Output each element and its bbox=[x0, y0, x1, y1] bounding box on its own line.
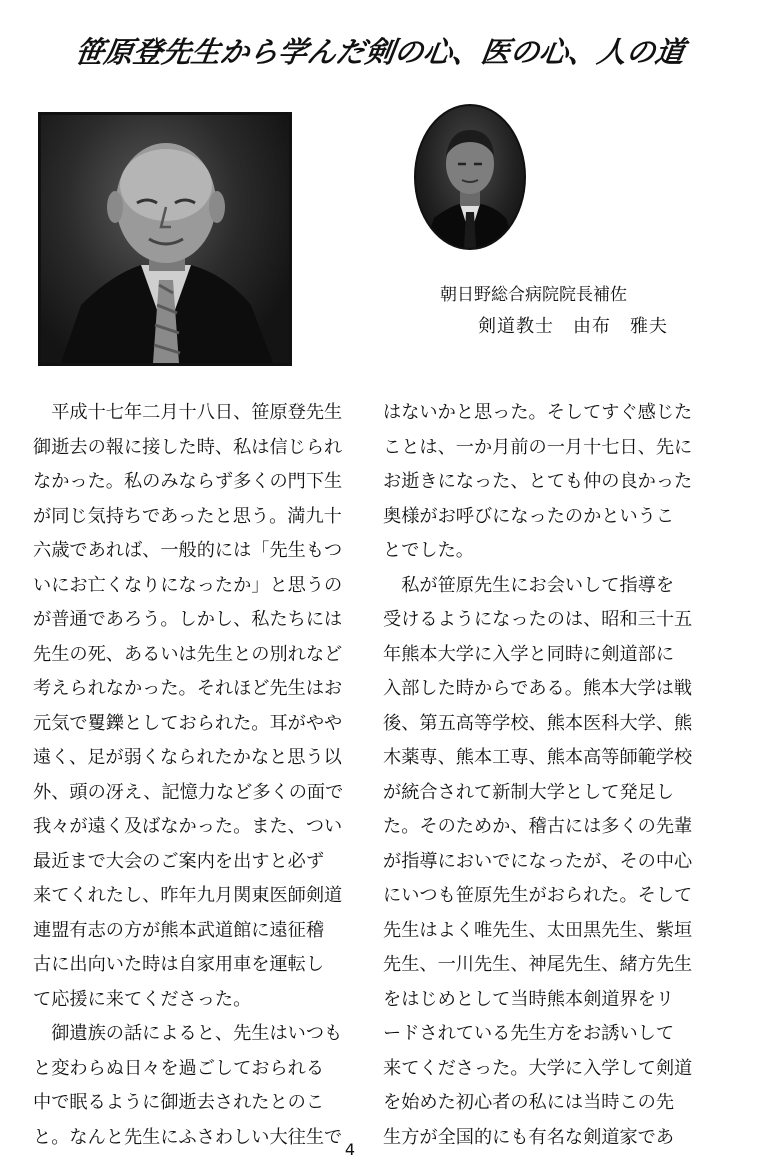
text-line: お逝きになった、とても仲の良かった bbox=[383, 471, 693, 492]
text-line: た。そのためか、稽古には多くの先輩 bbox=[383, 816, 693, 837]
author-figure bbox=[416, 106, 524, 248]
text-line: 奥様がお呼びになったのかというこ bbox=[383, 505, 675, 527]
text-line: が同じ気持ちであったと思う。満九十 bbox=[33, 505, 342, 527]
author-affiliation: 朝日野総合病院院長補佐 bbox=[440, 285, 627, 305]
author-name: 剣道教士 由布 雅夫 bbox=[478, 316, 668, 337]
text-line: はないかと思った。そしてすぐ感じた bbox=[383, 402, 693, 423]
text-line: が統合されて新制大学として発足し bbox=[383, 781, 675, 803]
text-line: 年熊本大学に入学と同時に剣道部に bbox=[383, 643, 675, 665]
text-line: 連盟有志の方が熊本武道館に遠征稽 bbox=[33, 919, 325, 941]
text-line: 生方が全国的にも有名な剣道家であ bbox=[383, 1126, 675, 1148]
body-column-left bbox=[33, 396, 344, 1155]
text-line: 入部した時からである。熊本大学は戦 bbox=[383, 678, 693, 699]
text-line: 木薬専、熊本工専、熊本高等師範学校 bbox=[383, 747, 693, 768]
text-line: 先生の死、あるいは先生との別れなど bbox=[33, 643, 343, 665]
text-line: と変わらぬ日々を過ごしておられる bbox=[33, 1057, 325, 1079]
text-line: 受けるようになったのは、昭和三十五 bbox=[383, 609, 693, 630]
text-line: 我々が遠く及ばなかった。また、つい bbox=[33, 816, 343, 837]
text-line: をはじめとして当時熊本剣道界をリ bbox=[383, 988, 675, 1010]
text-line: 六歳であれば、一般的には「先生もつ bbox=[33, 540, 343, 561]
text-line: 遠く、足が弱くなられたかなと思う以 bbox=[33, 747, 342, 768]
author-portrait bbox=[414, 104, 526, 250]
article-title: 笹原登先生から学んだ剣の心、医の心、人の道 bbox=[72, 35, 687, 69]
text-line: 私が笹原先生にお会いして指導を bbox=[383, 574, 675, 596]
text-line: 古に出向いた時は自家用車を運転し bbox=[33, 954, 325, 975]
page-number: 4 bbox=[344, 1140, 356, 1159]
text-line: を始めた初心者の私には当時この先 bbox=[383, 1092, 675, 1113]
text-line: とでした。 bbox=[383, 540, 474, 561]
text-line: 来てくれたし、昨年九月関東医師剣道 bbox=[33, 885, 343, 906]
text-line: 御逝去の報に接した時、私は信じられ bbox=[33, 436, 343, 458]
text-line: 元気で矍鑠としておられた。耳がやや bbox=[33, 712, 343, 734]
text-line: 考えられなかった。それほど先生はお bbox=[33, 678, 343, 699]
text-line: が指導においでになったが、その中心 bbox=[383, 850, 693, 872]
text-line: 先生、一川先生、神尾先生、緒方先生 bbox=[383, 954, 693, 975]
text-line: ことは、一か月前の一月十七日、先に bbox=[383, 436, 693, 458]
text-line: と。なんと先生にふさわしい大往生で bbox=[33, 1126, 343, 1148]
text-line: が普通であろう。しかし、私たちには bbox=[33, 609, 343, 630]
text-line: いにお亡くなりになったか」と思うの bbox=[33, 574, 343, 596]
text-line: なかった。私のみならず多くの門下生 bbox=[33, 471, 343, 492]
text-line: 御遺族の話によると、先生はいつも bbox=[33, 1023, 343, 1044]
portrait-figure bbox=[41, 115, 289, 363]
text-line: 来てくださった。大学に入学して剣道 bbox=[383, 1057, 693, 1079]
text-line: 中で眠るように御逝去されたとのこ bbox=[33, 1092, 325, 1113]
portrait-photo bbox=[38, 112, 292, 366]
text-line: にいつも笹原先生がおられた。そして bbox=[383, 885, 693, 906]
text-line: 外、頭の冴え、記憶力など多くの面で bbox=[33, 781, 344, 803]
text-line: 平成十七年二月十八日、笹原登先生 bbox=[33, 402, 343, 423]
text-line: て応援に来てくださった。 bbox=[33, 988, 252, 1010]
text-line: ードされている先生方をお誘いして bbox=[383, 1023, 675, 1044]
text-line: 最近まで大会のご案内を出すと必ず bbox=[33, 850, 325, 872]
text-line: 先生はよく唯先生、太田黒先生、紫垣 bbox=[383, 919, 693, 941]
text-line: 後、第五高等学校、熊本医科大学、熊 bbox=[383, 712, 693, 734]
body-column-right bbox=[383, 396, 693, 1155]
